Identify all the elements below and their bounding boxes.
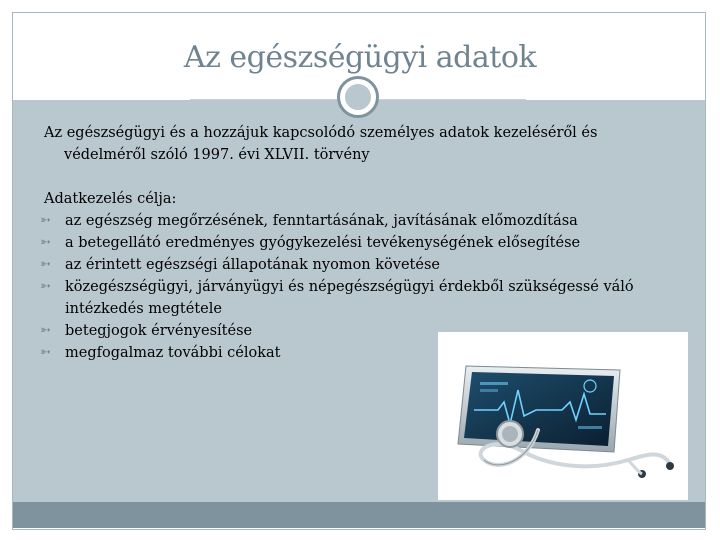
purpose-heading: Adatkezelés célja: <box>44 191 177 207</box>
tablet-stethoscope-illustration <box>438 332 688 500</box>
wing-bullet-icon: ➳ <box>40 279 51 294</box>
decorative-circle-inner <box>341 80 375 114</box>
list-item: ➳ megfogalmaz további célokat <box>44 342 684 364</box>
intro-text <box>44 122 684 166</box>
wing-bullet-icon: ➳ <box>40 213 51 228</box>
wing-bullet-icon: ➳ <box>40 257 51 272</box>
intro-line-1: Az egészségügyi és a hozzájuk kapcsolódó személyes adatok kezeléséről és <box>44 125 598 141</box>
slide-body <box>40 122 684 364</box>
intro-line-2: védelméről szóló 1997. évi XLVII. törvény <box>64 147 370 163</box>
wing-bullet-icon: ➳ <box>40 323 51 338</box>
slide-title: Az egészségügyi adatok <box>183 40 537 75</box>
list-item: ➳ közegészségügyi, járványügyi és népegészségügyi érdekből szükségessé váló intézkedés megtétele <box>44 276 684 320</box>
list-item: ➳ a betegellátó eredményes gyógykezelési tevékenységének elősegítése <box>44 232 684 254</box>
list-item: ➳ az érintett egészségi állapotának nyomon követése <box>44 254 684 276</box>
footer-bar <box>13 502 705 528</box>
wing-bullet-icon: ➳ <box>40 345 51 360</box>
list-item: ➳ betegjogok érvényesítése <box>44 320 684 342</box>
wing-bullet-icon: ➳ <box>40 235 51 250</box>
illustration-svg <box>438 332 688 500</box>
list-item: ➳ az egészség megőrzésének, fenntartásának, javításának előmozdítása <box>44 210 684 232</box>
